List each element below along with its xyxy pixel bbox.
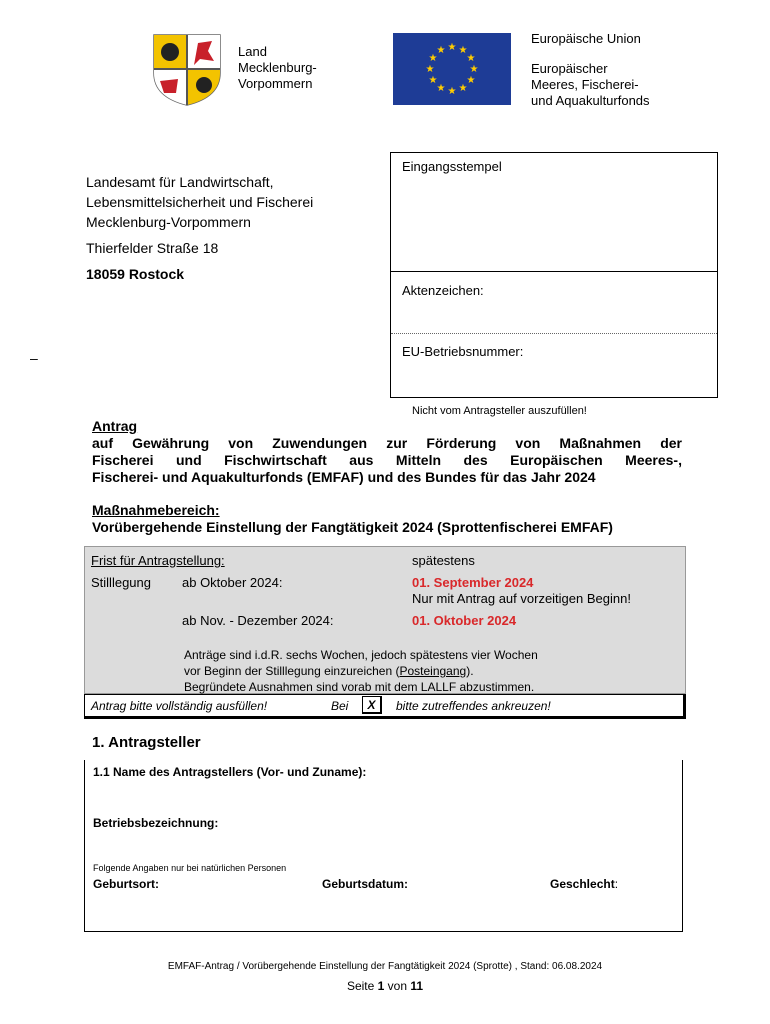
deadline-date-2: 01. Oktober 2024 <box>412 613 517 628</box>
state-name <box>238 44 317 92</box>
office-use-box <box>390 152 718 398</box>
info-line: Begründete Ausnahmen sind vorab mit dem LALLF abzustimmen. <box>184 680 535 694</box>
instruction-row <box>84 694 686 719</box>
application-title <box>92 418 682 486</box>
deadline-box <box>84 546 686 694</box>
address-line: Mecklenburg-Vorpommern <box>86 214 251 230</box>
eingangsstempel-label: Eingangsstempel <box>402 159 502 174</box>
ab-nov-label: ab Nov. - Dezember 2024: <box>182 613 334 628</box>
info-line: Anträge sind i.d.R. sechs Wochen, jedoch spätestens vier Wochen <box>184 648 538 662</box>
address-line: Landesamt für Landwirtschaft, <box>86 174 274 190</box>
deadline-label: Frist für Antragstellung: <box>91 553 225 568</box>
svg-text:★: ★ <box>466 53 476 64</box>
gender-field[interactable] <box>550 894 670 922</box>
gender-label <box>550 877 618 891</box>
svg-text:★: ★ <box>458 83 468 94</box>
svg-text:★: ★ <box>436 83 446 94</box>
tick-instruction: bitte zutreffendes ankreuzen! <box>396 699 551 713</box>
address-line: Lebensmittelsicherheit und Fischerei <box>86 194 314 210</box>
fund-line: Europäischer <box>531 61 608 76</box>
svg-text:★: ★ <box>428 53 438 64</box>
applicant-box <box>84 760 683 932</box>
early-start-note: Nur mit Antrag auf vorzeitigen Beginn! <box>412 591 631 606</box>
deadline-date-1: 01. September 2024 <box>412 575 534 590</box>
stilllegung-label: Stilllegung <box>91 575 151 590</box>
birthplace-label: Geburtsort: <box>93 877 159 891</box>
birthdate-label: Geburtsdatum: <box>322 877 409 891</box>
title-line: auf Gewährung von Zuwendungen zur Förderung von Maßnahmen der <box>92 435 682 451</box>
svg-text:★: ★ <box>447 86 457 97</box>
gender-label-text: Geschlecht <box>550 877 615 891</box>
birthdate-field[interactable] <box>322 894 542 922</box>
applicant-name-field[interactable] <box>93 782 673 806</box>
measure-area <box>92 502 613 536</box>
page-current: 1 <box>377 979 385 993</box>
address-street: Thierfelder Straße 18 <box>86 240 219 256</box>
title-line: Fischerei und Fischwirtschaft aus Mitteln des Europäischen Meeres-, <box>92 452 682 468</box>
eu-flag-logo <box>393 33 511 105</box>
svg-text:★: ★ <box>436 45 446 56</box>
x-checkbox-sample: X <box>362 696 382 714</box>
fund-line: Meeres, Fischerei- <box>531 77 639 92</box>
recipient-address <box>86 172 313 284</box>
form-reference: EMFAF-Antrag / Vorübergehende Einstellung der Fangtätigkeit 2024 (Sprotte) , Stand: 06.08.2024 <box>167 961 603 972</box>
latest-label: spätestens <box>412 553 475 568</box>
birthplace-field[interactable] <box>93 894 313 922</box>
svg-text:★: ★ <box>447 42 457 53</box>
state-line: Vorpommern <box>238 76 313 91</box>
applicant-name-label: 1.1 Name des Antragstellers (Vor- und Zuname): <box>93 765 367 779</box>
title-line: Fischerei- und Aquakulturfonds (EMFAF) und des Bundes für das Jahr 2024 <box>92 469 596 485</box>
page-total: 11 <box>410 979 424 993</box>
svg-text:★: ★ <box>425 64 435 75</box>
svg-text:★: ★ <box>458 45 468 56</box>
info-line <box>184 663 538 679</box>
page-prefix: Seite <box>346 979 378 993</box>
state-line: Land <box>238 44 267 59</box>
coat-of-arms-logo <box>150 33 224 107</box>
svg-text:★: ★ <box>428 75 438 86</box>
office-use-note: Nicht vom Antragsteller auszufüllen! <box>412 405 587 417</box>
eu-text <box>531 31 650 109</box>
bei-text: Bei <box>331 699 349 713</box>
deadline-info <box>184 647 538 695</box>
address-city: 18059 Rostock <box>86 266 185 282</box>
page-mid: von <box>384 979 411 993</box>
page-number <box>0 979 770 993</box>
gender-label-colon: : <box>614 877 619 891</box>
business-name-field[interactable] <box>93 834 673 858</box>
natural-person-note: Folgende Angaben nur bei natürlichen Personen <box>93 863 287 873</box>
eu-betriebsnummer-label: EU-Betriebsnummer: <box>402 344 524 359</box>
svg-text:★: ★ <box>469 64 479 75</box>
measure-text: Vorübergehende Einstellung der Fangtätigkeit 2024 (Sprottenfischerei EMFAF) <box>92 519 613 535</box>
business-name-label: Betriebsbezeichnung: <box>93 816 219 830</box>
info-text: ). <box>466 664 474 678</box>
posteingang-text: Posteingang <box>399 664 467 678</box>
ab-oktober-label: ab Oktober 2024: <box>182 575 283 590</box>
complete-instruction: Antrag bitte vollständig ausfüllen! <box>91 699 268 713</box>
info-text: vor Beginn der Stilllegung einzureichen ( <box>184 664 400 678</box>
svg-text:★: ★ <box>466 75 476 86</box>
fund-line: und Aquakulturfonds <box>531 93 650 108</box>
eu-line: Europäische Union <box>531 31 641 46</box>
aktenzeichen-label: Aktenzeichen: <box>402 283 484 298</box>
state-line: Mecklenburg- <box>238 60 317 75</box>
title-heading: Antrag <box>92 418 138 434</box>
measure-heading: Maßnahmebereich: <box>92 502 220 518</box>
margin-dash: – <box>30 350 38 366</box>
section1-heading: 1. Antragsteller <box>92 734 201 751</box>
